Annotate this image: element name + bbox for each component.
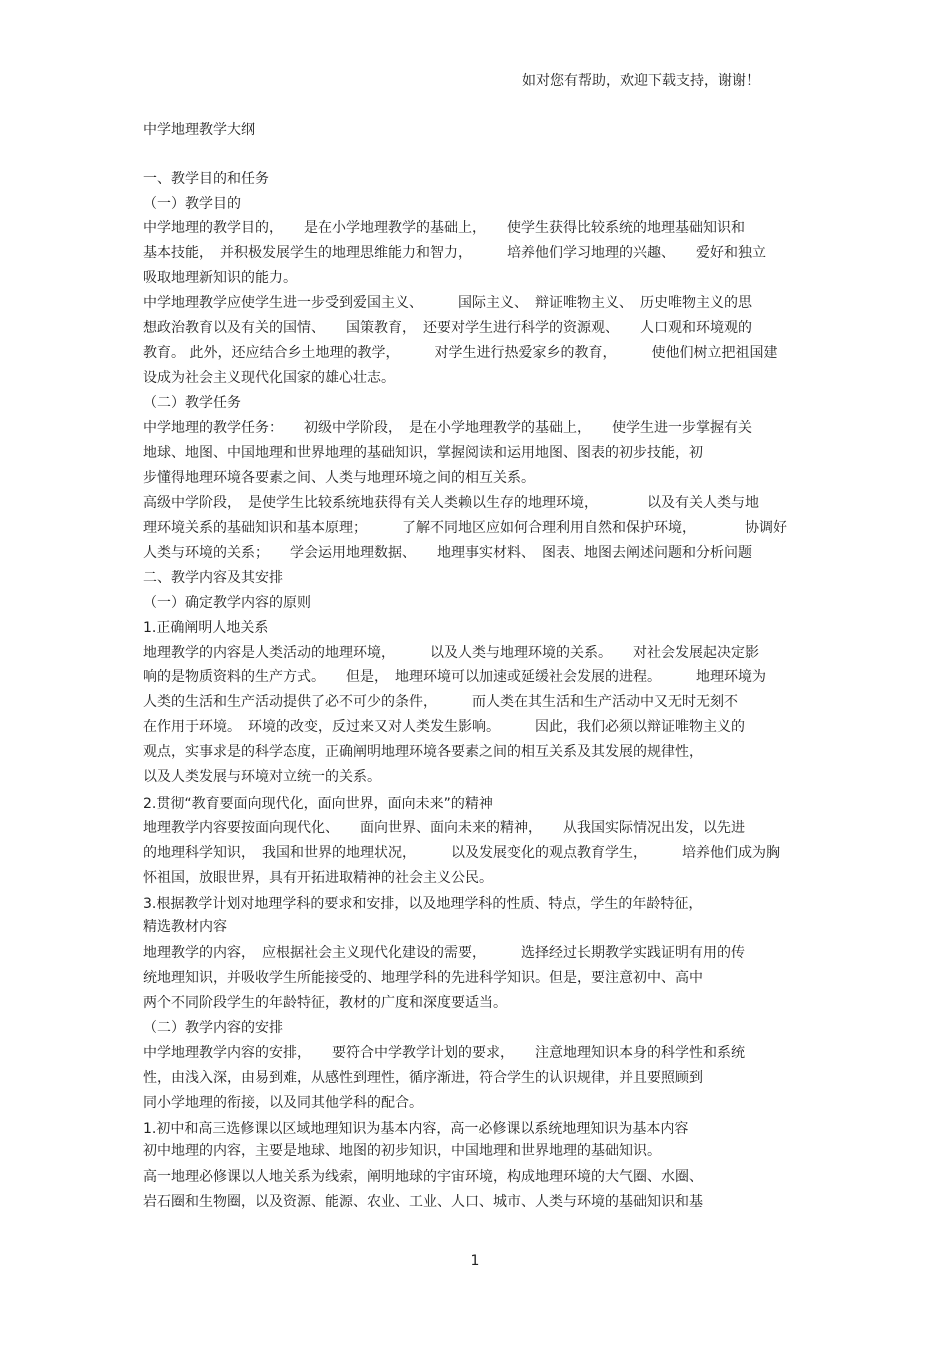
text-line: 怀祖国，放眼世界，具有开拓进取精神的社会主义公民。: [143, 870, 493, 886]
text-line: 岩石圈和生物圈，以及资源、能源、农业、工业、人口、城市、人类与环境的基础知识和基: [143, 1194, 703, 1210]
numbered-heading: 2.贯彻“教育要面向现代化，面向世界，面向未来”的精神: [143, 796, 493, 812]
subsection-heading: （一）教学目的: [143, 196, 241, 212]
numbered-heading: 3.根据教学计划对地理学科的要求和安排，以及地理学科的性质、特点，学生的年龄特征，: [143, 896, 703, 912]
text-line: 观点，实事求是的科学态度，正确阐明地理环境各要素之间的相互关系及其发展的规律性，: [143, 744, 703, 760]
text-line: 人类的生活和生产活动提供了必不可少的条件， 而人类在其生活和生产活动中又无时无刻不: [143, 694, 738, 710]
text-line: 教育。 此外，还应结合乡土地理的教学， 对学生进行热爱家乡的教育， 使他们树立把祖国建: [143, 345, 778, 361]
text-line: 两个不同阶段学生的年龄特征，教材的广度和深度要适当。: [143, 995, 507, 1011]
text-line: 以及人类发展与环境对立统一的关系。: [143, 769, 381, 785]
text-line: 统地理知识，并吸收学生所能接受的、地理学科的先进科学知识。但是，要注意初中、高中: [143, 970, 703, 986]
text-line: 吸取地理新知识的能力。: [143, 270, 297, 286]
text-line: 人类与环境的关系； 学会运用地理数据、 地理事实材料、 图表、地图去阐述问题和分析问题: [143, 545, 752, 561]
numbered-heading: 1.初中和高三选修课以区域地理知识为基本内容，高一必修课以系统地理知识为基本内容: [143, 1121, 689, 1137]
text-line: 基本技能， 并积极发展学生的地理思维能力和智力， 培养他们学习地理的兴趣、 爱好和独立: [143, 245, 766, 261]
section-heading: 一、教学目的和任务: [143, 171, 269, 187]
text-line: 中学地理的教学任务： 初级中学阶段， 是在小学地理教学的基础上， 使学生进一步掌握有关: [143, 420, 752, 436]
text-line: 想政治教育以及有关的国情、 国策教育， 还要对学生进行科学的资源观、 人口观和环境观的: [143, 320, 752, 336]
numbered-heading: 精选教材内容: [143, 919, 227, 935]
text-line: 步懂得地理环境各要素之间、人类与地理环境之间的相互关系。: [143, 470, 535, 486]
text-line: 理环境关系的基础知识和基本原理； 了解不同地区应如何合理利用自然和保护环境， 协调好: [143, 520, 787, 536]
text-line: 的地理科学知识， 我国和世界的地理状况， 以及发展变化的观点教育学生， 培养他们成为胸: [143, 845, 780, 861]
text-line: 高级中学阶段， 是使学生比较系统地获得有关人类赖以生存的地理环境， 以及有关人类与地: [143, 495, 759, 511]
text-line: 在作用于环境。 环境的改变，反过来又对人类发生影响。 因此，我们必须以辩证唯物主义的: [143, 719, 745, 735]
numbered-heading: 1.正确阐明人地关系: [143, 620, 269, 636]
text-line: 中学地理教学内容的安排， 要符合中学教学计划的要求， 注意地理知识本身的科学性和系统: [143, 1045, 745, 1061]
text-line: 地理教学内容要按面向现代化、 面向世界、面向未来的精神， 从我国实际情况出发，以先进: [143, 820, 745, 836]
text-line: 同小学地理的衔接，以及同其他学科的配合。: [143, 1095, 423, 1111]
text-line: 高一地理必修课以人地关系为线索，阐明地球的宇宙环境，构成地理环境的大气圈、水圈、: [143, 1169, 703, 1185]
text-line: 初中地理的内容，主要是地球、地图的初步知识，中国地理和世界地理的基础知识。: [143, 1143, 661, 1159]
subsection-heading: （一）确定教学内容的原则: [143, 595, 311, 611]
text-line: 地理教学的内容， 应根据社会主义现代化建设的需要， 选择经过长期教学实践证明有用的传: [143, 945, 745, 961]
text-line: 地球、地图、中国地理和世界地理的基础知识，掌握阅读和运用地图、图表的初步技能，初: [143, 445, 703, 461]
header-note: 如对您有帮助，欢迎下载支持，谢谢！: [522, 73, 760, 89]
section-heading: 二、教学内容及其安排: [143, 570, 283, 586]
text-line: 中学地理教学应使学生进一步受到爱国主义、 国际主义、 辩证唯物主义、 历史唯物主义的思: [143, 295, 752, 311]
text-line: 响的是物质资料的生产方式。 但是， 地理环境可以加速或延缓社会发展的进程。 地理环境为: [143, 669, 766, 685]
text-line: 地理教学的内容是人类活动的地理环境， 以及人类与地理环境的关系。 对社会发展起决定影: [143, 645, 759, 661]
subsection-heading: （二）教学任务: [143, 395, 241, 411]
subsection-heading: （二）教学内容的安排: [143, 1020, 283, 1036]
text-line: 设成为社会主义现代化国家的雄心壮志。: [143, 370, 395, 386]
document-title: 中学地理教学大纲: [143, 122, 255, 138]
text-line: 中学地理的教学目的， 是在小学地理教学的基础上， 使学生获得比较系统的地理基础知识和: [143, 220, 745, 236]
page-number: 1: [470, 1253, 480, 1269]
text-line: 性，由浅入深，由易到难，从感性到理性，循序渐进，符合学生的认识规律，并且要照顾到: [143, 1070, 703, 1086]
